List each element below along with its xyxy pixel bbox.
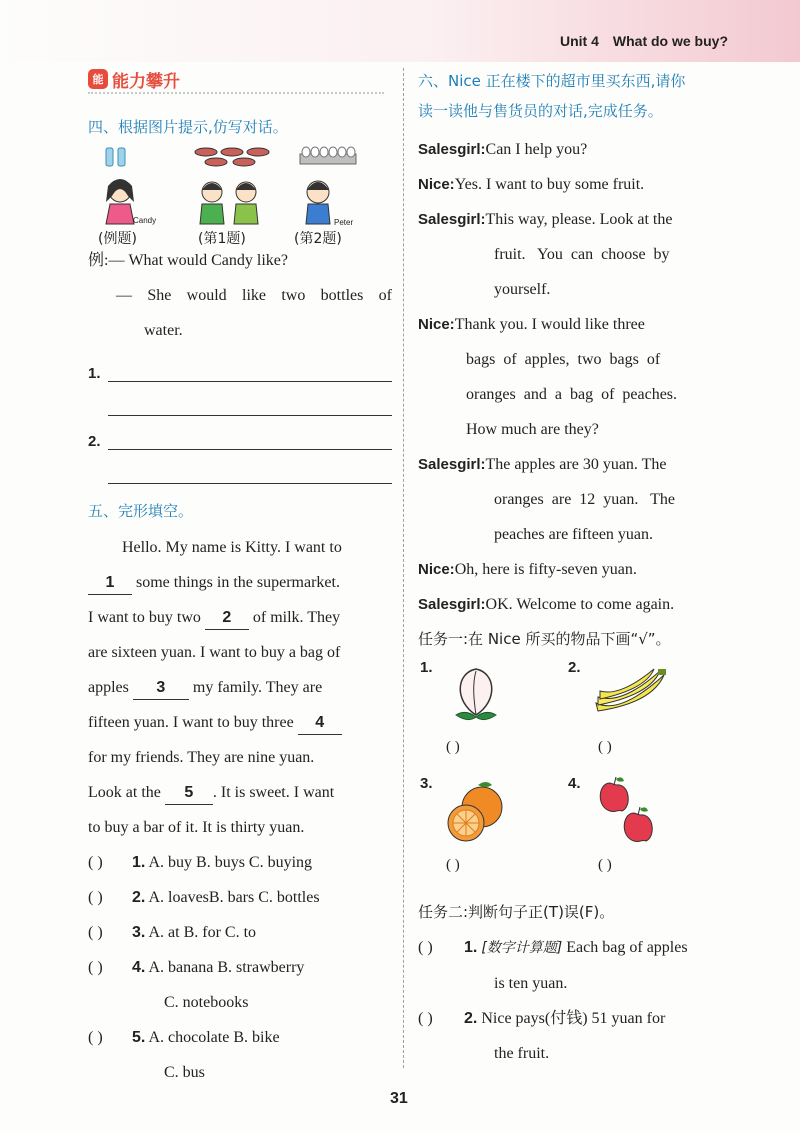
section6-title-2: 读一读他与售货员的对话,完成任务。 <box>418 102 663 120</box>
choice-num: 1. <box>132 854 146 871</box>
unit-header <box>560 33 728 49</box>
passage-line-6 <box>88 705 392 740</box>
example-question: 例:— What would Candy like? <box>88 252 288 269</box>
choice-num: 3. <box>132 924 146 941</box>
choice-5-cont: C. bus <box>164 1064 205 1081</box>
section5-title: 五、完形填空。 <box>88 502 194 520</box>
passage-line-5 <box>88 670 392 705</box>
fruit-num-1: 1. <box>420 659 433 676</box>
fruit-options <box>418 657 724 897</box>
tf-item-1-cont: is ten yuan. <box>494 975 568 992</box>
fruit-paren-4[interactable]: ( ) <box>598 857 612 873</box>
blank-3[interactable]: 3 <box>133 677 189 700</box>
dialogue-line <box>418 132 724 167</box>
choice-num: 2. <box>132 889 146 906</box>
dialogue-line <box>418 167 724 202</box>
fruit-num-4: 4. <box>568 775 581 792</box>
page-number: 31 <box>390 1090 408 1107</box>
answer-line-2b[interactable] <box>108 464 392 484</box>
banner-text: 能力攀升 <box>112 71 180 92</box>
choice-num: 4. <box>132 959 146 976</box>
dialogue <box>418 132 724 622</box>
tf-item-2-cont: the fruit. <box>494 1045 550 1062</box>
choice-3 <box>88 915 392 950</box>
calc-tag: [数字计算题] <box>481 940 563 956</box>
choice-4 <box>88 950 392 985</box>
column-divider <box>403 68 404 1068</box>
fruit-paren-3[interactable]: ( ) <box>446 857 460 873</box>
utterance: This way, please. Look at the <box>485 211 673 228</box>
utterance: Oh, here is fifty-seven yuan. <box>454 561 637 578</box>
fruit-paren-1[interactable]: ( ) <box>446 739 460 755</box>
tf-num: 2. <box>464 1010 478 1027</box>
tf-text: Each bag of apples <box>562 939 688 956</box>
cloze-passage <box>88 530 392 845</box>
section6-title-1: 六、Nice 正在楼下的超市里买东西,请你 <box>418 72 686 90</box>
answer-line-1a[interactable] <box>108 362 392 382</box>
banner-icon: 能 <box>88 69 108 89</box>
task2-instruction: 任务二:判断句子正(T)误(F)。 <box>418 903 615 921</box>
blank-4[interactable]: 4 <box>298 712 342 735</box>
dialogue-line <box>418 587 724 622</box>
utterance: The apples are 30 yuan. The <box>485 456 667 473</box>
fruit-paren-2[interactable]: ( ) <box>598 739 612 755</box>
passage-text: I want to buy two <box>88 609 205 626</box>
answer-line-1b[interactable] <box>108 396 392 416</box>
answer-paren[interactable]: ( ) <box>88 959 103 976</box>
dialogue-cont: yourself. <box>494 281 551 298</box>
answer-paren[interactable]: ( ) <box>88 924 103 941</box>
answer-line-2a[interactable] <box>108 430 392 450</box>
passage-line-4: are sixteen yuan. I want to buy a bag of <box>88 644 341 661</box>
choice-text: A. chocolate B. bike <box>148 1029 280 1046</box>
dialogue-line <box>418 447 724 482</box>
dialogue-line <box>418 202 724 237</box>
passage-text: fifteen yuan. I want to buy three <box>88 714 298 731</box>
blank-5[interactable]: 5 <box>165 782 213 805</box>
apple-icon <box>590 773 660 847</box>
dialogue-cont: fruit. You can choose by <box>494 246 670 263</box>
passage-text: my family. They are <box>188 679 323 696</box>
candy-label: Candy <box>133 216 157 225</box>
answer-row-2b <box>88 450 392 484</box>
banana-icon <box>590 667 672 723</box>
answer-paren[interactable]: ( ) <box>88 854 103 871</box>
ability-banner <box>88 66 384 94</box>
passage-text: some things in the supermarket. <box>132 574 340 591</box>
tf-item-1 <box>418 930 724 966</box>
answer-num-1: 1. <box>88 365 101 382</box>
fruit-num-2: 2. <box>568 659 581 676</box>
tf-paren-1[interactable]: ( ) <box>418 939 433 956</box>
passage-text: . It is sweet. I want <box>212 784 335 801</box>
answer-row-2 <box>88 416 392 450</box>
header-band <box>0 0 800 62</box>
unit-title: What do we buy? <box>612 33 728 49</box>
answer-paren[interactable]: ( ) <box>88 1029 103 1046</box>
dialogue-cont: How much are they? <box>466 421 599 438</box>
dialogue-line <box>418 552 724 587</box>
passage-line-3 <box>88 600 392 635</box>
right-column <box>418 66 724 1071</box>
choice-num: 5. <box>132 1029 146 1046</box>
passage-line-7: for my friends. They are nine yuan. <box>88 749 315 766</box>
candy-water-picture <box>98 146 168 226</box>
passage-line-1: Hello. My name is Kitty. I want to <box>122 539 342 556</box>
tf-num: 1. <box>464 939 478 956</box>
caption-q2: (第2题) <box>294 231 342 247</box>
answer-num-2: 2. <box>88 433 101 450</box>
speaker: Salesgirl: <box>418 596 486 613</box>
choice-text: A. banana B. strawberry <box>148 959 305 976</box>
orange-icon <box>442 779 508 845</box>
choice-text: A. at B. for C. to <box>148 924 257 941</box>
speaker: Salesgirl: <box>418 211 486 228</box>
task1-instruction: 任务一:在 Nice 所买的物品下画“√”。 <box>418 630 671 648</box>
answer-paren[interactable]: ( ) <box>88 889 103 906</box>
blank-1[interactable]: 1 <box>88 572 132 595</box>
utterance: Yes. I want to buy some fruit. <box>454 176 645 193</box>
speaker: Nice: <box>418 316 455 333</box>
passage-text: apples <box>88 679 133 696</box>
passage-line-9: to buy a bar of it. It is thirty yuan. <box>88 819 305 836</box>
speaker: Salesgirl: <box>418 141 486 158</box>
speaker: Salesgirl: <box>418 456 486 473</box>
peach-icon <box>446 661 506 727</box>
choice-1 <box>88 845 392 880</box>
unit-number: Unit 4 <box>560 33 599 49</box>
dialogue-cont: oranges and a bag of peaches. <box>466 386 678 403</box>
passage-line-2 <box>88 565 392 600</box>
passage-line-8 <box>88 775 392 810</box>
example-answer-line1: — She would like two bottles of <box>116 287 392 304</box>
utterance: OK. Welcome to come again. <box>485 596 675 613</box>
speaker: Nice: <box>418 176 455 193</box>
picture-prompts <box>88 146 392 251</box>
dialogue-line <box>418 307 724 342</box>
cloze-choices <box>88 845 392 1090</box>
dialogue-cont: bags of apples, two bags of <box>466 351 661 368</box>
caption-q1: (第1题) <box>198 231 246 247</box>
tf-item-2 <box>418 1001 724 1036</box>
choice-5 <box>88 1020 392 1055</box>
passage-text: Look at the <box>88 784 165 801</box>
peter-eggs-picture <box>296 146 366 226</box>
tf-text: Nice pays(付钱) 51 yuan for <box>481 1010 666 1027</box>
choice-4-cont: C. notebooks <box>164 994 249 1011</box>
utterance: Thank you. I would like three <box>454 316 645 333</box>
choice-2 <box>88 880 392 915</box>
boys-bread-picture <box>192 146 272 226</box>
example-answer-line2: water. <box>144 322 183 339</box>
fruit-num-3: 3. <box>420 775 433 792</box>
passage-text: of milk. They <box>248 609 341 626</box>
answer-row-1b <box>88 382 392 416</box>
left-column <box>88 66 392 1090</box>
blank-2[interactable]: 2 <box>205 607 249 630</box>
choice-text: A. loavesB. bars C. bottles <box>148 889 320 906</box>
choice-text: A. buy B. buys C. buying <box>148 854 313 871</box>
speaker: Nice: <box>418 561 455 578</box>
caption-example: (例题) <box>98 231 137 247</box>
section4-title: 四、根据图片提示,仿写对话。 <box>88 118 288 136</box>
peter-label: Peter <box>334 218 354 227</box>
utterance: Can I help you? <box>485 141 588 158</box>
dialogue-cont: peaches are fifteen yuan. <box>494 526 654 543</box>
answer-row-1 <box>88 348 392 382</box>
dialogue-cont: oranges are 12 yuan. The <box>494 491 675 508</box>
tf-paren-2[interactable]: ( ) <box>418 1010 433 1027</box>
